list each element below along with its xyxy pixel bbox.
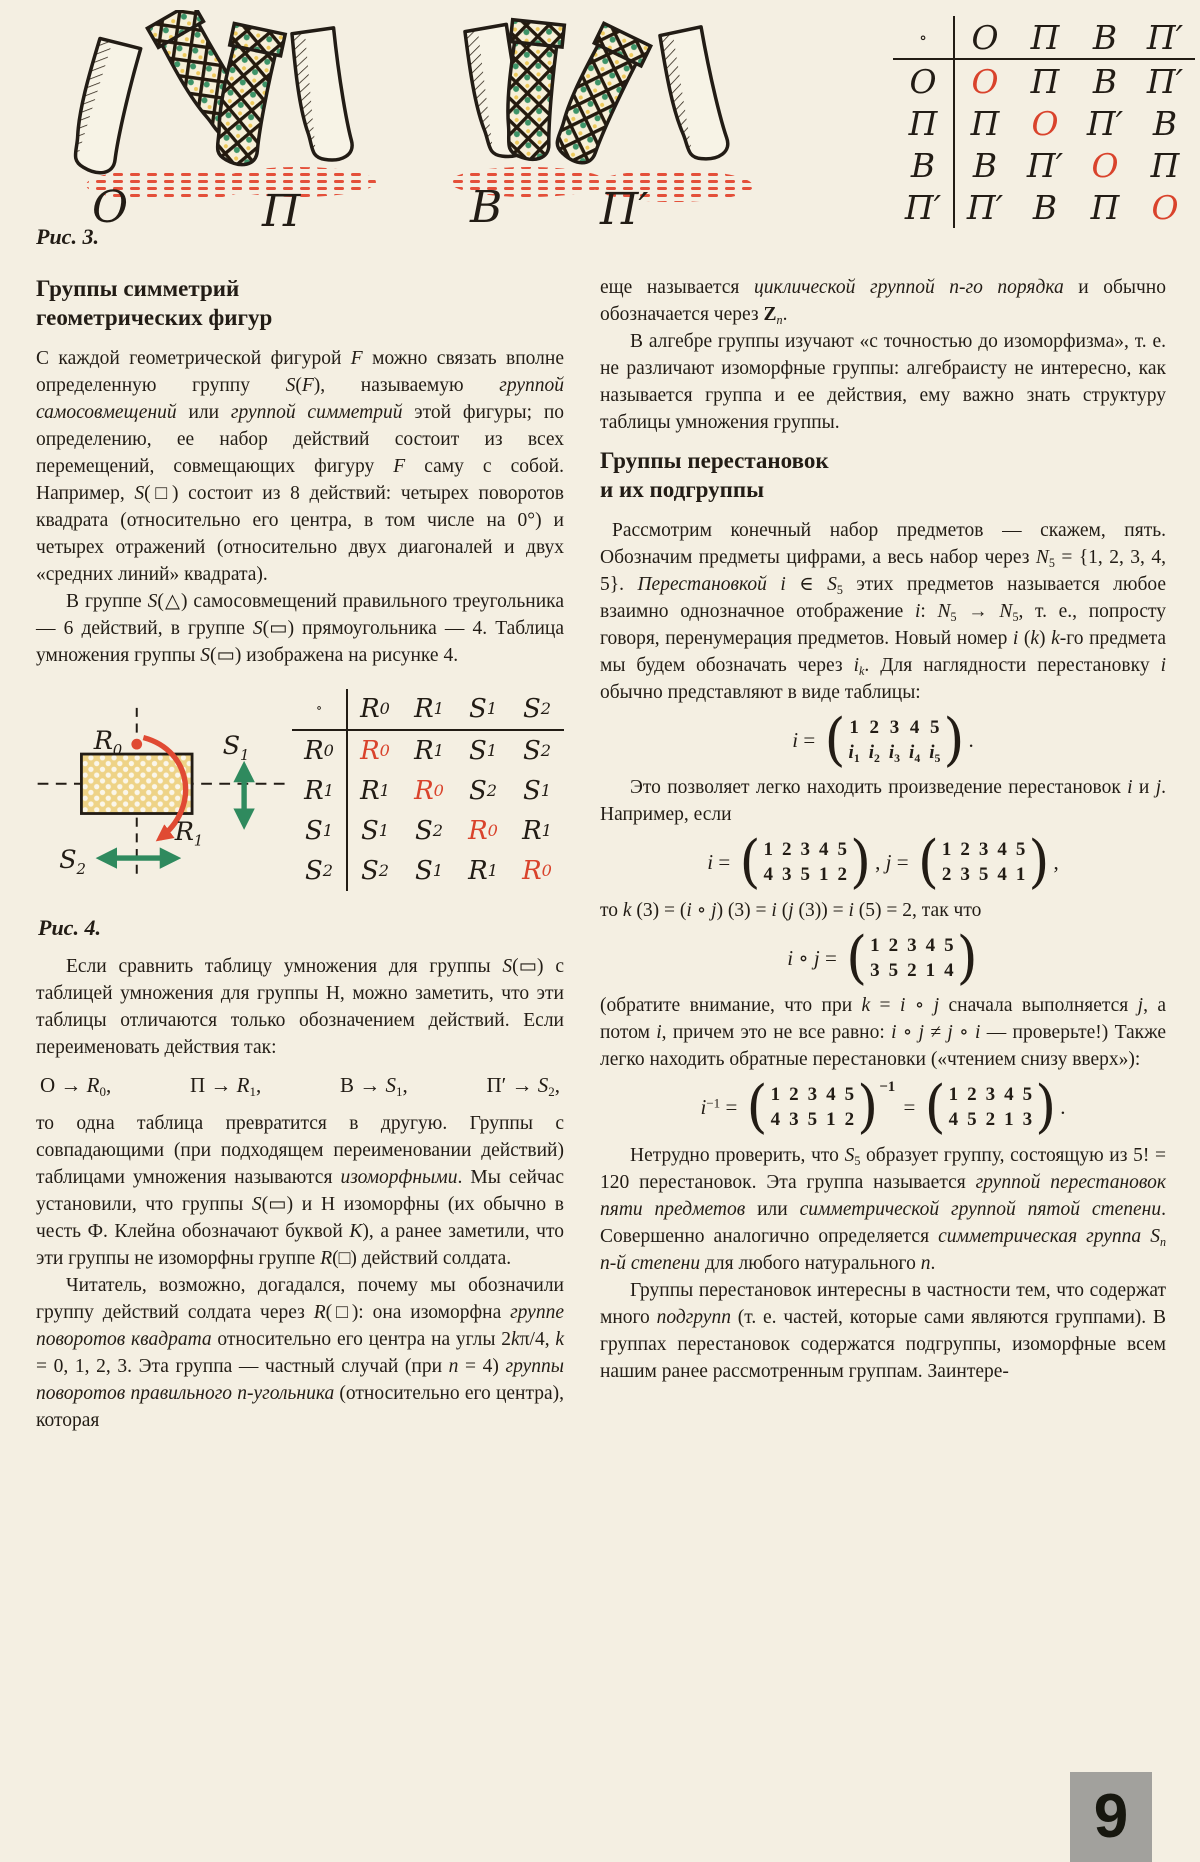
figure3-label-p: П bbox=[262, 186, 301, 237]
paragraph: Если сравнить таблицу умножения для группы S(▭) с таблицей умножения для группы Н, можно заметить, что эти таблицы отличаются только обозначением действий. Если переименовать действия так: bbox=[36, 955, 564, 1058]
page-number-box bbox=[1070, 1772, 1152, 1862]
feet-pair-p bbox=[206, 24, 376, 197]
paragraph: Группы перестановок интересны в частности тем, что содержат много подгрупп (т. е. частей, которые сами являются группами). В группах перестановок содержатся подгруппы, изоморфные всем нашим ранее рассмотренным группам. Заинтере- bbox=[600, 1279, 1166, 1382]
figure4-rectangle-diagram bbox=[36, 683, 292, 911]
paragraph: (обратите внимание, что при k = i ∘ j сначала выполняется j, а потом i, причем это не все равно: i ∘ j ≠ j ∘ i — проверьте!) Также легко находить обратные перестановки («чтением снизу вверх»): bbox=[600, 995, 1166, 1071]
paragraph: Читатель, возможно, догадался, почему мы обозначили группу действий солдата через R(□): она изоморфна группе поворотов квадрата относительно его центра на углы 2kπ/4, k = 0, 1, 2, 3. Эта группа — частный случай (при n = 4) группы поворотов правильного n-угольника (относительно его центра), которая bbox=[36, 1274, 565, 1431]
paragraph: то одна таблица превратится в другую. Группы с совпадающими (при подходящем переименовании действий) таблицами умножения называются изоморфными. Мы сейчас установили, что группы S(▭) и Н изоморфны (их обычно в честь Ф. Клейна обозначают буквой K), а ранее заметили, что эти группы не изоморфны группе R(□) действий солдата. bbox=[36, 1112, 564, 1269]
figure3-label-o: О bbox=[92, 182, 129, 233]
text-columns bbox=[36, 274, 1166, 1434]
bare-leg bbox=[658, 26, 730, 164]
right-section-heading: Группы перестановок и их подгруппы bbox=[600, 448, 829, 503]
left-section-heading: Группы симметрий геометрических фигур bbox=[36, 276, 273, 331]
group-h-multiplication-table: ∘ О П В П′ О О П В П′ П П О П′ В В В П′ О П П′ П′ В П О bbox=[893, 16, 1195, 228]
rectangle-group-multiplication-table: ∘ R 0 R 1 S 1 S 2 R 0 R 0 R 1 S 1 S 2 R 1 R 1 R 0 S 2 S 1 S 1 S 1 S 2 R 0 R 1 S 2 S 2 S 1 R 1 R 0 bbox=[292, 689, 564, 891]
label-s2: S bbox=[59, 844, 77, 875]
paragraph: Нетрудно проверить, что S5 образует группу, состоящую из 5! = 120 перестановок. Эта группа называется группой перестановок пяти предметов или симметрической группой пятой степени. Совершенно аналогично определяется симметрическая группа Sn n-й степени для любого натурального n. bbox=[600, 1144, 1166, 1274]
formula-inverse: $i^{-1}$ = ( 1 2 3 4 5 4 3 5 1 2 ) −1 = ( 1 2 3 4 5 4 5 2 1 3 ) . bbox=[700, 1073, 1066, 1140]
svg-text:2: 2 bbox=[76, 859, 86, 878]
figure3-label-p-prime: П′ bbox=[600, 184, 649, 235]
svg-text:0: 0 bbox=[112, 740, 123, 759]
label-r1: R bbox=[174, 816, 195, 847]
paragraph: В алгебре группы изучают «с точностью до изоморфизма», т. е. не различают изоморфные группы: алгебраисту не интересно, как называется группа и ее действия, ему важно знать структуру таблицы умножения группы. bbox=[600, 331, 1166, 433]
figure3-caption: Рис. 3. bbox=[36, 224, 99, 249]
figure4-row bbox=[36, 683, 564, 911]
figure3-feet-illustration bbox=[28, 10, 898, 250]
paragraph: В группе S(△) самосовмещений правильного треугольника — 6 действий, в группе S(▭) прямоугольника — 4. Таблица умножения группы S(▭) изображена на рисунке 4. bbox=[36, 590, 564, 666]
paragraph: Это позволяет легко находить произведение перестановок i и j. Например, если bbox=[600, 777, 1166, 826]
figure4-caption: Рис. 4. bbox=[38, 914, 101, 940]
bare-leg bbox=[67, 38, 143, 176]
figure3-label-v: В bbox=[470, 182, 503, 233]
paragraph: Рассмотрим конечный набор предметов — скажем, пять. Обозначим предметы цифрами, а весь набор через N5 = {1, 2, 3, 4, 5}. Перестановкой i ∈ S5 этих предметов называется любое взаимно однозначное отображение i: N5 → N5, т. е., попросту говоря, перенумерация предметов. Новый номер i (k) k-го предмета мы будем обозначать через ik. Для наглядности перестановку i обычно представляют в виде таблицы: bbox=[600, 519, 1167, 703]
bare-leg bbox=[290, 28, 354, 164]
page-number: 9 bbox=[1093, 1782, 1129, 1851]
svg-text:1: 1 bbox=[239, 745, 250, 764]
formula-i-and-j: i = ( 1 2 3 4 5 4 3 5 1 2 ) , j = ( 1 2 3 4 5 2 3 5 4 1 ) , bbox=[707, 828, 1059, 895]
label-s1: S bbox=[222, 730, 241, 761]
paragraph: еще называется циклической группой n-го порядка и обычно обозначается через Zn. bbox=[600, 277, 1166, 327]
formula-permutation-definition: i = ( 1 2 3 4 5 i1 i2 i3 i4 i5 ) . bbox=[792, 706, 974, 773]
svg-text:1: 1 bbox=[193, 831, 204, 850]
paragraph: то k (3) = (i ∘ j) (3) = i (j (3)) = i (5) = 2, так что bbox=[600, 899, 982, 921]
formula-composition: i ∘ j = ( 1 2 3 4 5 3 5 2 1 4 ) bbox=[787, 924, 978, 991]
right-column bbox=[600, 274, 1166, 1434]
rotation-center-dot bbox=[131, 739, 142, 750]
left-column bbox=[36, 274, 564, 1434]
paragraph: С каждой геометрической фигурой F можно связать вполне определенную группу S(F), называемую группой самосовмещений или группой симметрий этой фигуры; по определению, ее набор действий состоит из всех перемещений, совмещающих фигуру F саму с собой. Например, S(□) состоит из 8 действий: четырех поворотов квадрата (относительно его центра, в том числе на 0°) и четырех отражений (относительно двух диагоналей и двух «средних линий» квадрата). bbox=[36, 347, 565, 585]
label-r0: R bbox=[93, 725, 114, 756]
rename-mapping-line: О → R0, П → R1, В → S1, П′ → S2, bbox=[40, 1072, 560, 1100]
